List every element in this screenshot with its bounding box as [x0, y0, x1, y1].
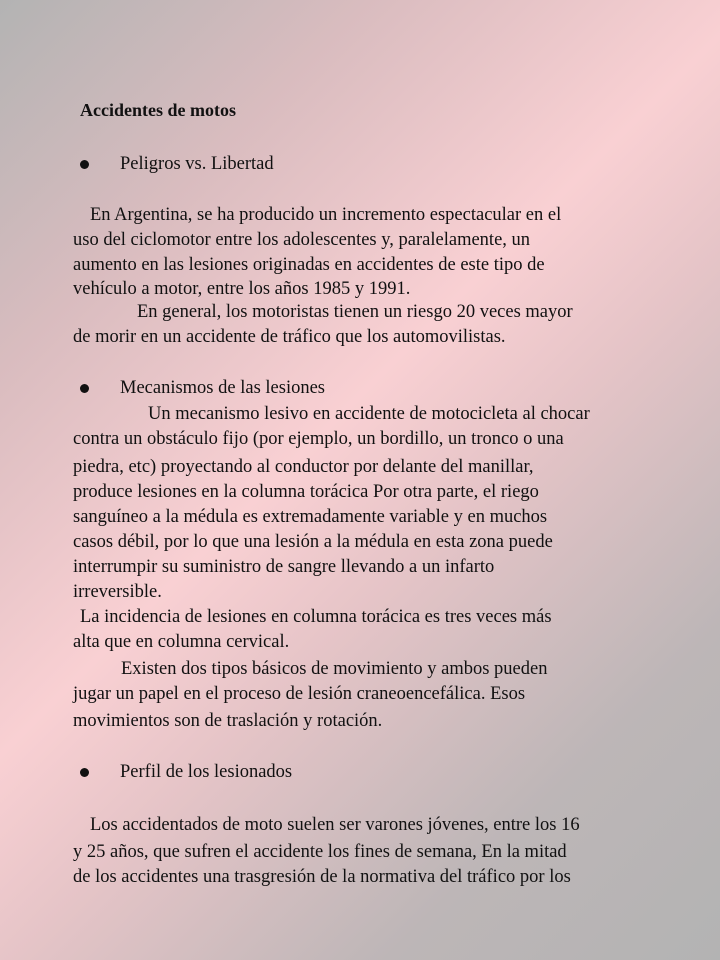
bullet-icon: [80, 768, 89, 777]
paragraph-line: vehículo a motor, entre los años 1985 y 1991.: [73, 279, 411, 299]
paragraph-line: Un mecanismo lesivo en accidente de motocicleta al chocar: [148, 404, 590, 424]
paragraph-line: movimientos son de traslación y rotación.: [73, 711, 383, 731]
paragraph-line: interrumpir su suministro de sangre llevando a un infarto: [73, 557, 495, 577]
paragraph-line: de morir en un accidente de tráfico que los automovilistas.: [73, 327, 506, 347]
paragraph-line: Existen dos tipos básicos de movimiento y ambos pueden: [121, 659, 548, 679]
paragraph-line: La incidencia de lesiones en columna torácica es tres veces más: [80, 607, 552, 627]
paragraph-line: En general, los motoristas tienen un riesgo 20 veces mayor: [137, 302, 573, 322]
section-heading: Peligros vs. Libertad: [120, 154, 274, 174]
paragraph-line: irreversible.: [73, 582, 162, 602]
paragraph-line: piedra, etc) proyectando al conductor por delante del manillar,: [73, 457, 534, 477]
paragraph-line: aumento en las lesiones originadas en accidentes de este tipo de: [73, 255, 545, 275]
paragraph-line: y 25 años, que sufren el accidente los fines de semana, En la mitad: [73, 842, 567, 862]
paragraph-line: alta que en columna cervical.: [73, 632, 290, 652]
paragraph-line: uso del ciclomotor entre los adolescentes y, paralelamente, un: [73, 230, 531, 250]
document-title: Accidentes de motos: [80, 100, 236, 120]
paragraph-line: sanguíneo a la médula es extremadamente variable y en muchos: [73, 507, 548, 527]
paragraph-line: casos débil, por lo que una lesión a la médula en esta zona puede: [73, 532, 553, 552]
bullet-icon: [80, 160, 89, 169]
section-heading: Mecanismos de las lesiones: [120, 378, 325, 398]
paragraph-line: En Argentina, se ha producido un incremento espectacular en el: [90, 205, 562, 225]
paragraph-line: de los accidentes una trasgresión de la normativa del tráfico por los: [73, 867, 571, 887]
paragraph-line: Los accidentados de moto suelen ser varones jóvenes, entre los 16: [90, 815, 580, 835]
paragraph-line: produce lesiones en la columna torácica Por otra parte, el riego: [73, 482, 539, 502]
bullet-icon: [80, 384, 89, 393]
paragraph-line: contra un obstáculo fijo (por ejemplo, un bordillo, un tronco o una: [73, 429, 564, 449]
section-heading: Perfil de los lesionados: [120, 762, 293, 782]
paragraph-line: jugar un papel en el proceso de lesión craneoencefálica. Esos: [73, 684, 526, 704]
